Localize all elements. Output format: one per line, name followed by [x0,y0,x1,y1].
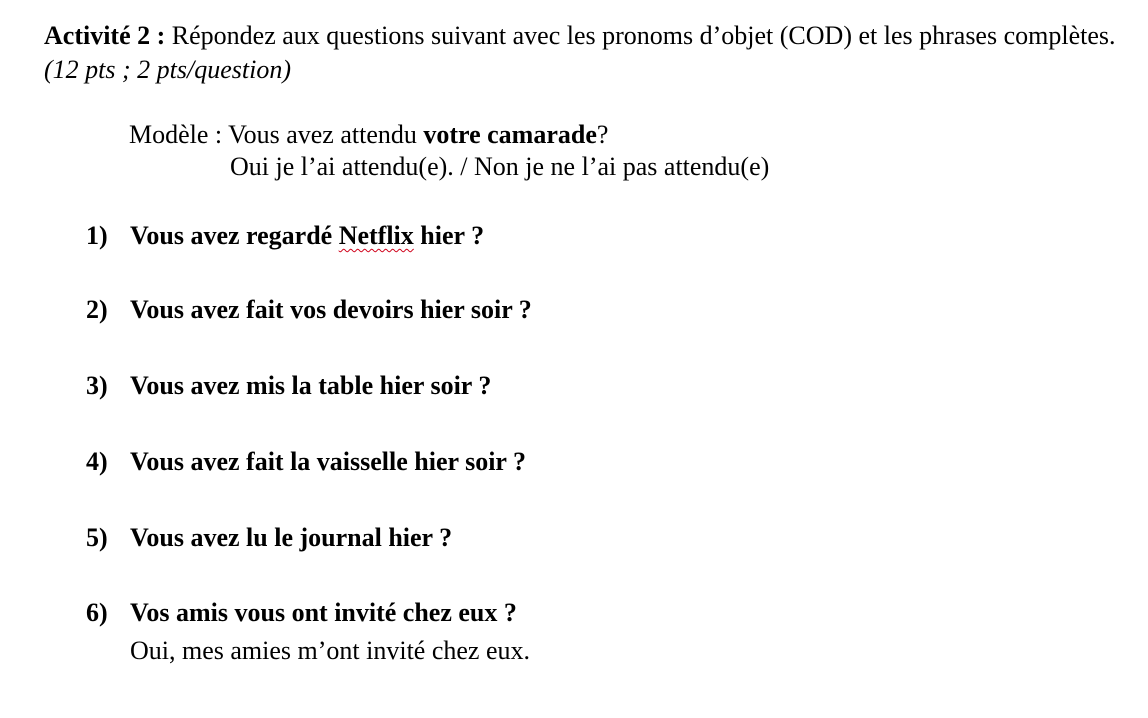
question-number: 1) [86,221,108,250]
model-question [129,118,608,152]
activity-points: (12 pts ; 2 pts/question) [44,55,291,84]
question-number: 4) [86,447,108,476]
question-text: Vous avez fait la vaisselle hier soir ? [130,447,527,476]
question-text: Vous avez mis la table hier soir ? [130,371,492,400]
question-1 [86,219,484,253]
model-object: votre camarade [423,120,597,149]
model-answer: Oui je l’ai attendu(e). / Non je ne l’ai pas attendu(e) [230,152,770,181]
question-6-answer[interactable]: Oui, mes amies m’ont invité chez eux. [130,636,531,665]
activity-label: Activité 2 : [44,21,166,50]
question-6 [86,596,517,630]
question-4 [86,445,526,479]
model-suffix: ? [596,120,609,149]
model-prefix: Modèle : Vous avez attendu [129,120,424,149]
question-text-before: Vous avez regardé [130,221,339,250]
question-text: Vous avez fait vos devoirs hier soir ? [130,295,532,324]
activity-heading [44,19,1124,87]
question-number: 6) [86,598,108,627]
question-number: 2) [86,295,108,324]
question-number: 5) [86,523,108,552]
question-3 [86,369,491,403]
question-5 [86,521,452,555]
question-2 [86,293,532,327]
question-number: 3) [86,371,108,400]
question-text: Vous avez lu le journal hier ? [130,523,453,552]
spellcheck-flagged-word[interactable]: Netflix [338,221,414,250]
activity-instruction: Répondez aux questions suivant avec les pronoms d’objet (COD) et les phrases complètes. [165,21,1116,50]
question-text-after: hier ? [413,221,485,250]
question-text: Vos amis vous ont invité chez eux ? [130,598,517,627]
